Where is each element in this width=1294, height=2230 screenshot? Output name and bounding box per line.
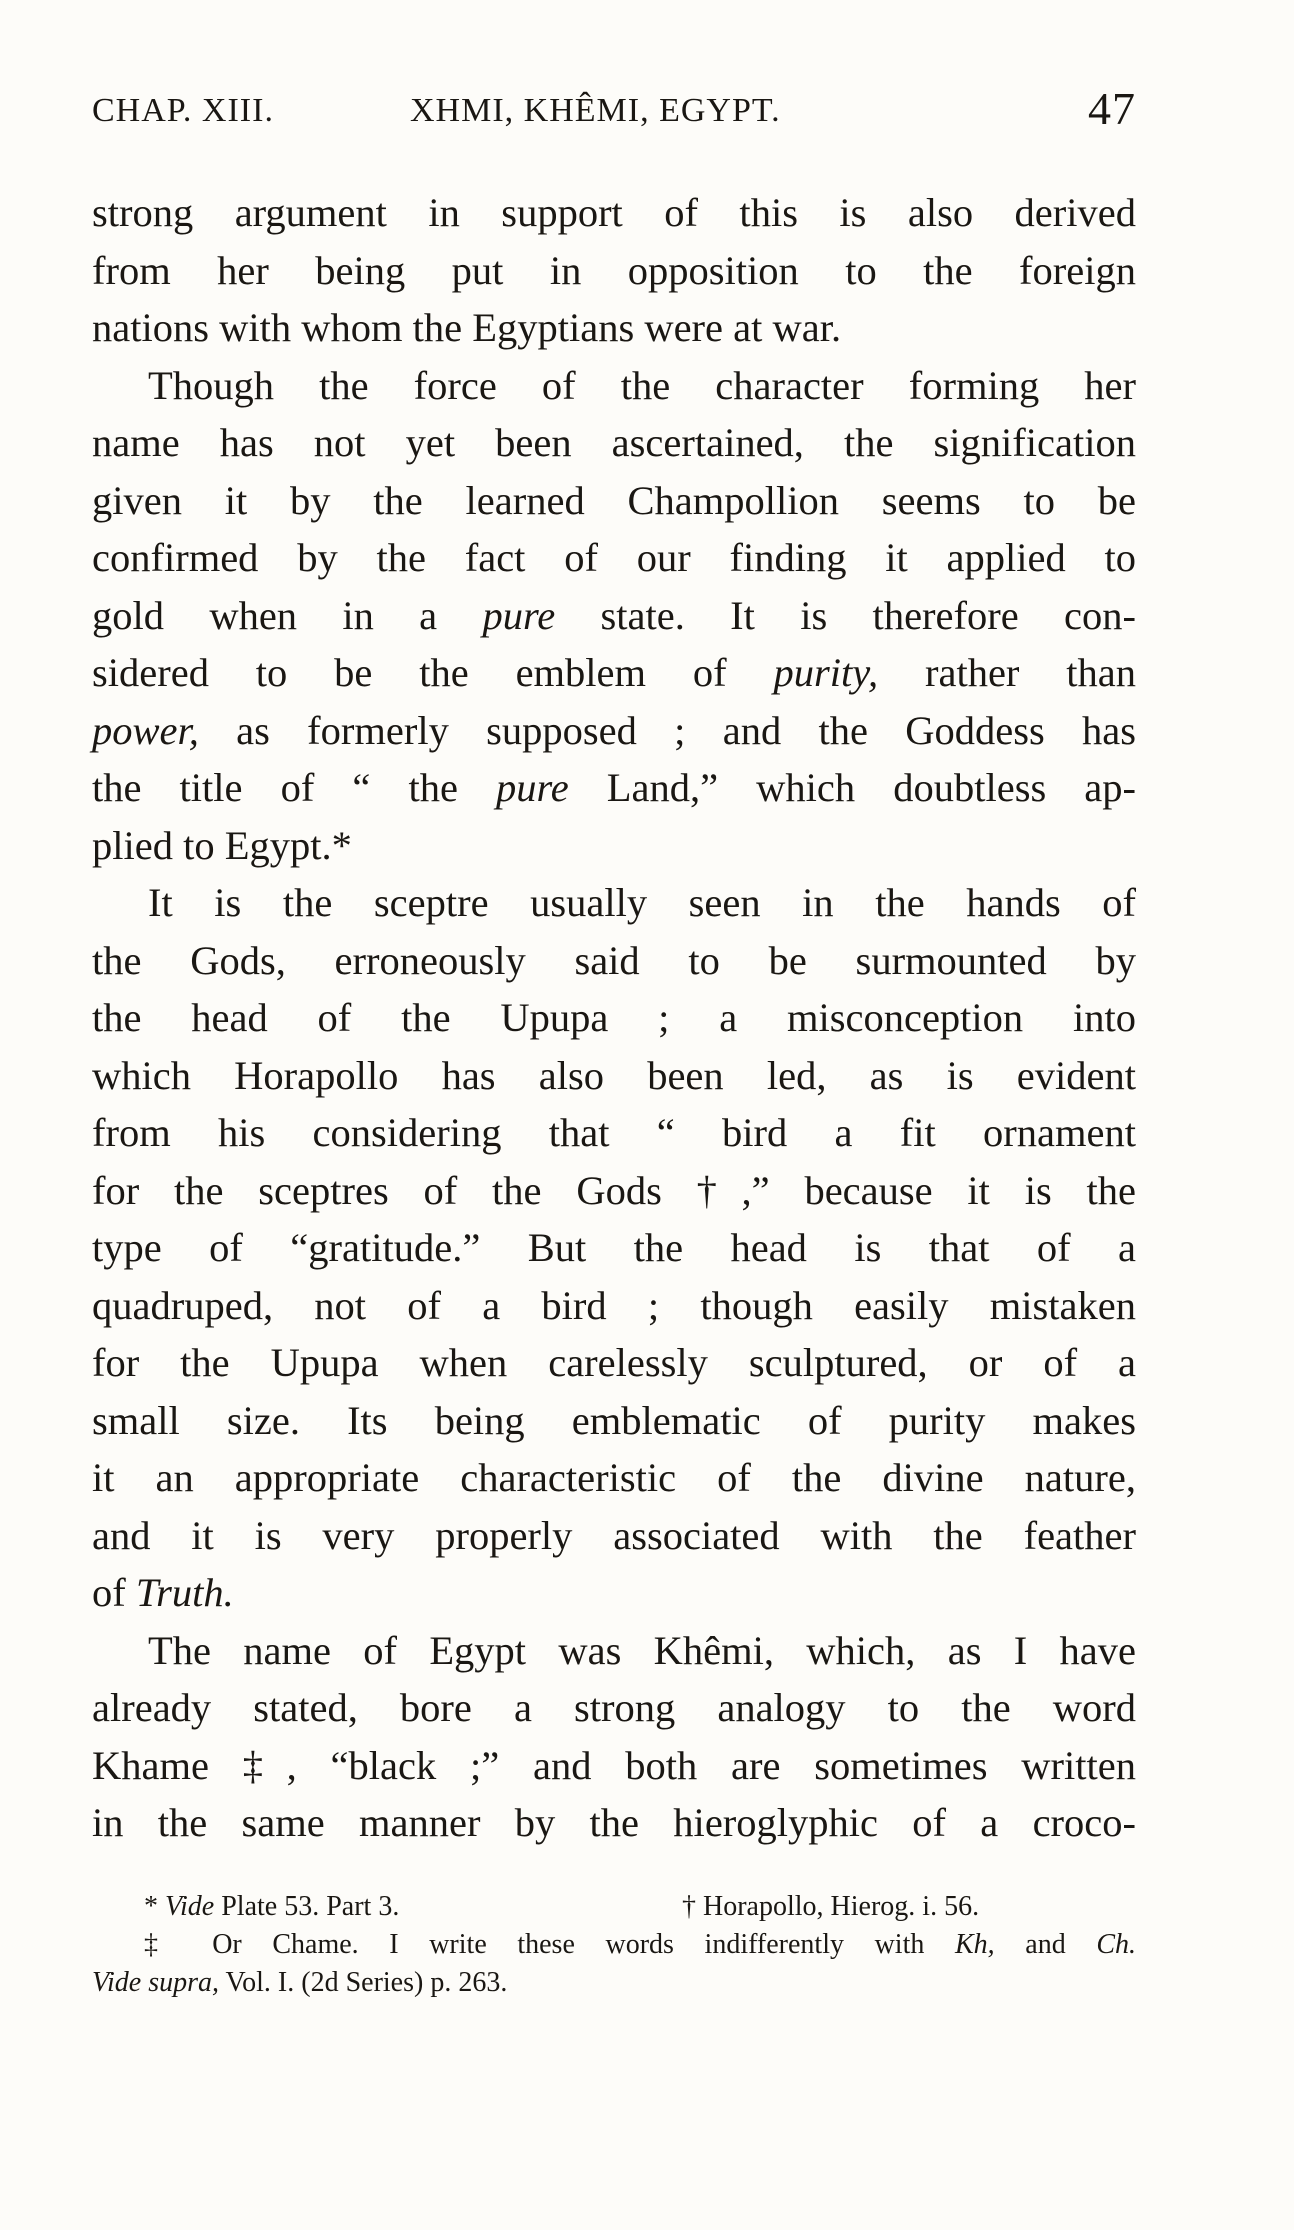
text-line: plied to Egypt.* <box>92 822 352 868</box>
text-run: rather than <box>878 650 1137 695</box>
italic-run: pure <box>482 592 556 638</box>
footnote-3-continued <box>92 1964 1136 2002</box>
text-line: type of “gratitude.” But the head is that of a <box>92 1225 1136 1270</box>
text-line <box>92 759 1136 817</box>
text-line: from her being put in opposition to the foreign <box>92 247 1136 293</box>
text-line: confirmed by the fact of our finding it applied to <box>92 535 1136 580</box>
footnotes <box>92 1888 1136 2002</box>
text-line: Khame ‡, “black ;” and both are sometimes written <box>92 1742 1136 1788</box>
italic-run: power, <box>92 707 199 753</box>
text-run: as formerly supposed ; and the Goddess has <box>198 707 1136 753</box>
footnote-row <box>92 1888 1136 1926</box>
text-line: from his considering that “ bird a fit ornament <box>92 1110 1136 1155</box>
text-line: The name of Egypt was Khêmi, which, as I have <box>148 1627 1136 1673</box>
text-run: of <box>92 1570 136 1615</box>
body-text <box>92 184 1136 1852</box>
italic-run: purity, <box>773 650 879 695</box>
text-line: for the sceptres of the Gods †,” because it is the <box>92 1167 1136 1213</box>
footnote-2: † Horapollo, Hierog. i. 56. <box>682 1891 980 1922</box>
text-run: Land,” which doubtless ap- <box>568 765 1136 810</box>
text-line: the Gods, erroneously said to be surmounted by <box>92 937 1136 983</box>
text-run: state. It is therefore con- <box>555 592 1136 638</box>
text-line: Though the force of the character forming her <box>148 362 1136 408</box>
text-line <box>92 1564 1136 1622</box>
text-run: the title of “ the <box>92 765 496 810</box>
text-line: it an appropriate characteristic of the divine nature, <box>92 1455 1136 1500</box>
italic-run: Kh, <box>954 1929 995 1960</box>
text-line: which Horapollo has also been led, as is evident <box>92 1052 1136 1098</box>
text-line: It is the sceptre usually seen in the hands of <box>148 880 1136 925</box>
text-line: and it is very properly associated with the feather <box>92 1512 1136 1558</box>
text-line: quadruped, not of a bird ; though easily mistaken <box>92 1282 1136 1328</box>
text-run: gold when in a <box>92 592 483 638</box>
footnote-3 <box>92 1926 1136 1964</box>
text-line: small size. Its being emblematic of purity makes <box>92 1397 1136 1443</box>
text-line: given it by the learned Champollion seems to be <box>92 477 1136 523</box>
text-run: Plate 53. Part 3. <box>214 1891 400 1922</box>
running-title: XHMI, KHÊMI, EGYPT. <box>410 92 781 129</box>
italic-run: Truth. <box>135 1570 234 1615</box>
italic-run: pure <box>495 765 569 810</box>
text-line <box>92 702 1136 760</box>
text-line: for the Upupa when carelessly sculptured, or of a <box>92 1340 1136 1385</box>
chapter-label: CHAP. XIII. <box>92 92 274 129</box>
text-line <box>92 644 1136 702</box>
text-line: strong argument in support of this is also derived <box>92 190 1136 235</box>
text-line: nations with whom the Egyptians were at war. <box>92 305 842 350</box>
text-run: Vol. I. (2d Series) p. 263. <box>219 1967 508 1998</box>
text-run: ‡ Or Chame. I write these words indifferently with <box>144 1929 955 1960</box>
text-run: and <box>994 1929 1097 1960</box>
footnote-1 <box>144 1888 399 1926</box>
text-line: the head of the Upupa ; a misconception into <box>92 995 1136 1040</box>
text-line: in the same manner by the hieroglyphic of a croco- <box>92 1800 1136 1845</box>
italic-run: Vide <box>165 1891 215 1922</box>
footnote-mark: * <box>144 1891 165 1922</box>
italic-run: Ch. <box>1096 1929 1137 1960</box>
text-line: name has not yet been ascertained, the signification <box>92 420 1136 465</box>
text-line <box>92 587 1136 645</box>
page-number: 47 <box>1088 83 1136 134</box>
running-head <box>92 82 1136 142</box>
text-line: already stated, bore a strong analogy to the word <box>92 1685 1136 1730</box>
italic-run: Vide supra, <box>92 1967 220 1998</box>
text-run: sidered to be the emblem of <box>92 650 774 695</box>
